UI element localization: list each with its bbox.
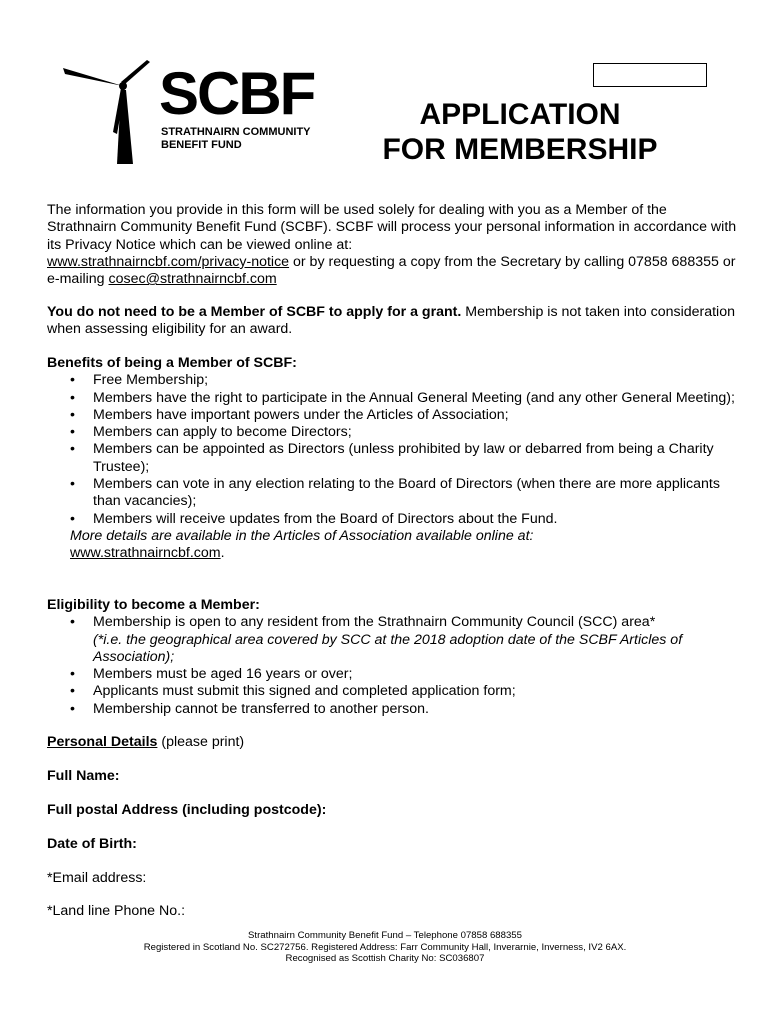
benefits-list bbox=[47, 372, 737, 528]
benefits-more-end: . bbox=[220, 545, 225, 562]
logo-wordmark: SCBF bbox=[159, 60, 315, 127]
email-label: *Email address: bbox=[47, 870, 147, 886]
list-item: • Members can be appointed as Directors (unless prohibited by law or debarred from being a Charity Trustee); bbox=[47, 441, 737, 476]
phone-label: *Land line Phone No.: bbox=[47, 903, 186, 919]
eligibility-heading: Eligibility to become a Member: bbox=[47, 597, 260, 613]
reference-number-box[interactable] bbox=[593, 63, 707, 87]
title-line2: FOR MEMBERSHIP bbox=[382, 133, 658, 166]
benefits-section bbox=[47, 355, 737, 563]
footer-line1: Strathnairn Community Benefit Fund – Telephone 07858 688355 bbox=[248, 930, 522, 941]
logo-subtitle-line2: BENEFIT FUND bbox=[161, 139, 242, 151]
list-item: • Members have the right to participate in the Annual General Meeting (and any other General Meeting); bbox=[47, 390, 737, 407]
grant-note-bold: You do not need to be a Member of SCBF to apply for a grant. bbox=[47, 304, 462, 320]
title-line1: APPLICATION bbox=[419, 98, 621, 131]
list-item: • Membership cannot be transferred to another person. bbox=[47, 701, 737, 718]
dob-label: Date of Birth: bbox=[47, 836, 137, 852]
intro-text: The information you provide in this form will be used solely for dealing with you as a Member of the Strathnairn Community Benefit Fund (SCBF). SCBF will process your personal information in accordance with its Privacy Notice which can be viewed online at: bbox=[47, 202, 737, 253]
grant-note bbox=[47, 304, 737, 339]
list-item: • Applicants must submit this signed and completed application form; bbox=[47, 683, 737, 700]
logo-subtitle-line1: STRATHNAIRN COMMUNITY bbox=[161, 126, 311, 138]
footer-line2: Registered in Scotland No. SC272756. Registered Address: Farr Community Hall, Inverarnie, Inverness, IV2 6AX. bbox=[143, 941, 627, 953]
eligibility-section bbox=[47, 597, 737, 718]
list-item: • Members can vote in any election relating to the Board of Directors (when there are more applicants than vacancies); bbox=[47, 476, 737, 511]
privacy-notice-link[interactable]: www.strathnairncbf.com/privacy-notice bbox=[47, 253, 290, 270]
personal-heading: Personal Details bbox=[47, 734, 158, 750]
list-item: • Members will receive updates from the Board of Directors about the Fund. bbox=[47, 511, 737, 528]
benefits-heading: Benefits of being a Member of SCBF: bbox=[47, 355, 297, 371]
address-label: Full postal Address (including postcode): bbox=[47, 802, 327, 818]
scbf-logo bbox=[55, 60, 315, 170]
email-link[interactable]: cosec@strathnairncbf.com bbox=[108, 271, 277, 288]
eligibility-item-text: Membership is open to any resident from the Strathnairn Community Council (SCC) area* bbox=[93, 614, 656, 631]
list-item: • Free Membership; bbox=[47, 372, 737, 389]
eligibility-item-note: (*i.e. the geographical area covered by SCC at the 2018 adoption date of the SCBF Articles of Association); bbox=[93, 631, 683, 665]
footer-line3: Recognised as Scottish Charity No: SC036807 bbox=[285, 953, 485, 964]
eligibility-list bbox=[47, 614, 737, 718]
intro-paragraph bbox=[47, 202, 737, 288]
benefits-more-text: More details are available in the Articles of Association available online at: bbox=[70, 527, 534, 544]
personal-details-heading bbox=[47, 734, 244, 750]
page-title bbox=[340, 97, 700, 167]
footer bbox=[0, 930, 770, 965]
list-item: • Members must be aged 16 years or over; bbox=[47, 666, 737, 683]
list-item: • Members can apply to become Directors; bbox=[47, 424, 737, 441]
website-link[interactable]: www.strathnairncbf.com bbox=[70, 545, 221, 562]
list-item: • Members have important powers under the Articles of Association; bbox=[47, 407, 737, 424]
intro-text-2: or by requesting a copy from the Secretary by calling 07858 688355 or e-mailing bbox=[47, 253, 736, 288]
full-name-label: Full Name: bbox=[47, 768, 120, 784]
personal-heading-note: (please print) bbox=[157, 734, 245, 750]
list-item bbox=[47, 614, 737, 666]
grant-note-rest: Membership is not taken into consideration when assessing eligibility for an award. bbox=[47, 304, 735, 338]
